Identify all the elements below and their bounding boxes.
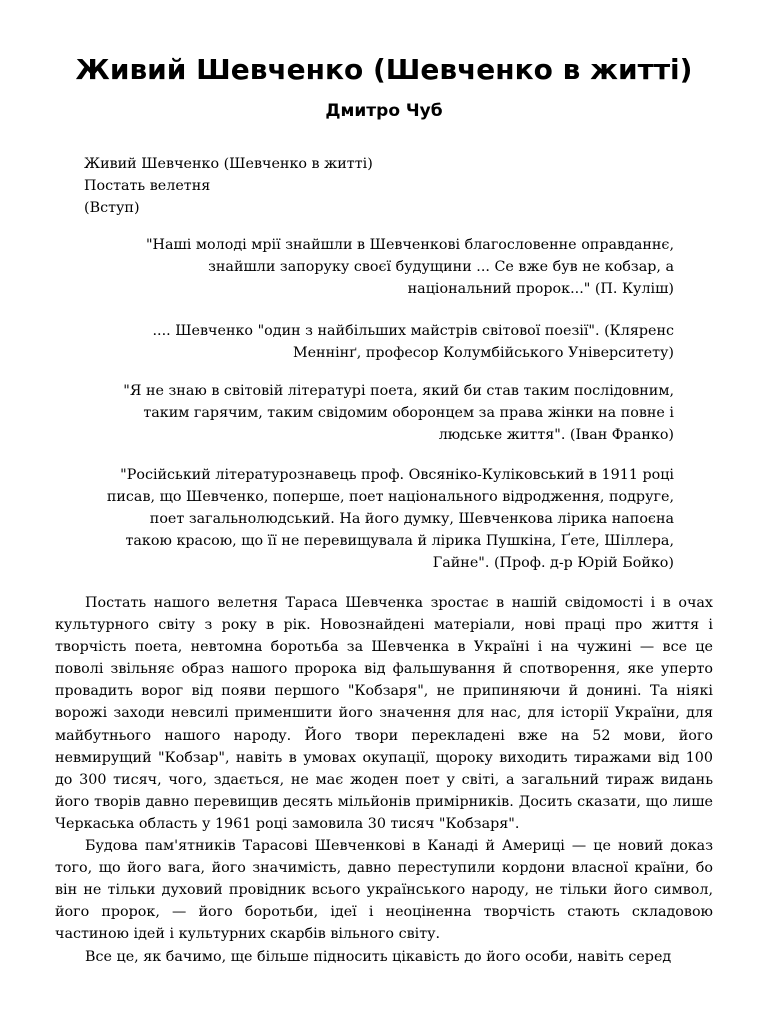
body-paragraph: Будова пам'ятників Тарасові Шевченкові в Канаді й Америці — це новий доказ того, що його вага, його значимість, давно переступили кордони власної країни, бо він не тільки духовий провідник всього українського народу, не тільки його символ, його пророк, — його боротьби, ідеї і неоціненна творчість стають складовою частиною ідей і культурних скарбів вільного світу.: [55, 838, 713, 943]
body-text: [55, 592, 713, 968]
epigraph-manning: .... Шевченко "один з найбільших майстрів світової поезії". (Кляренс Меннінґ, професор Колумбійського Університету): [152, 323, 674, 362]
intro-line-book-title: Живий Шевченко (Шевченко в житті): [84, 156, 373, 172]
epigraph-franko: "Я не знаю в світовій літературі поета, який би став таким послідовним, таким гарячим, таким свідомим оборонцем за права жінки на повне і людське життя". (Іван Франко): [123, 383, 674, 444]
epigraph-boyko: "Російський літературознавець проф. Овсяніко-Куліковський в 1911 році писав, що Шевченко, поперше, поет національного відродження, подруге, поет загальнолюдський. На його думку, Шевченкова лірика напоєна такою красою, що її не перевищувала й лірика Пушкіна, Ґете, Шіллера, Гайне". (Проф. д-р Юрій Бойко): [106, 467, 674, 572]
body-paragraph: Постать нашого велетня Тараса Шевченка зростає в нашій свідомості і в очах культурного світу з року в рік. Новознайдені матеріали, нові праці про життя і творчість поета, невтомна боротьба за Шевченка в Україні і на чужині — все це поволі звільняє образ нашого пророка від фальшування й спотворення, яке уперто провадить ворог від появи першого "Кобзаря", не припиняючи й донині. Та ніякі ворожі заходи невсилі применшити його значення для нас, для історії України, для майбутнього нашого народу. Його твори перекладені вже на 52 мови, його невмирущий "Кобзар", навіть в умовах окупації, щороку виходить тиражами від 100 до 300 тисяч, чого, здається, не має жоден поет у світі, а загальний тираж видань його творів давно перевищив десять мільйонів примірників. Досить сказати, що лише Черкаська область у 1961 році замовила 30 тисяч "Кобзаря".: [55, 595, 713, 832]
intro-line-section: (Вступ): [84, 200, 140, 217]
epigraph-kulish: "Наші молоді мрії знайшли в Шевченкові благословенне оправданнє, знайшли запоруку своєї будущини ... Се вже був не кобзар, а національний пророк..." (П. Куліш): [145, 237, 674, 298]
body-paragraph: Все це, як бачимо, ще більше підносить цікавість до його особи, навіть серед: [85, 948, 672, 965]
document-author: Дмитро Чуб: [325, 101, 443, 121]
document-title: Живий Шевченко (Шевченко в житті): [75, 53, 693, 86]
intro-block: [84, 153, 684, 219]
intro-line-chapter: Постать велетня: [84, 178, 211, 195]
